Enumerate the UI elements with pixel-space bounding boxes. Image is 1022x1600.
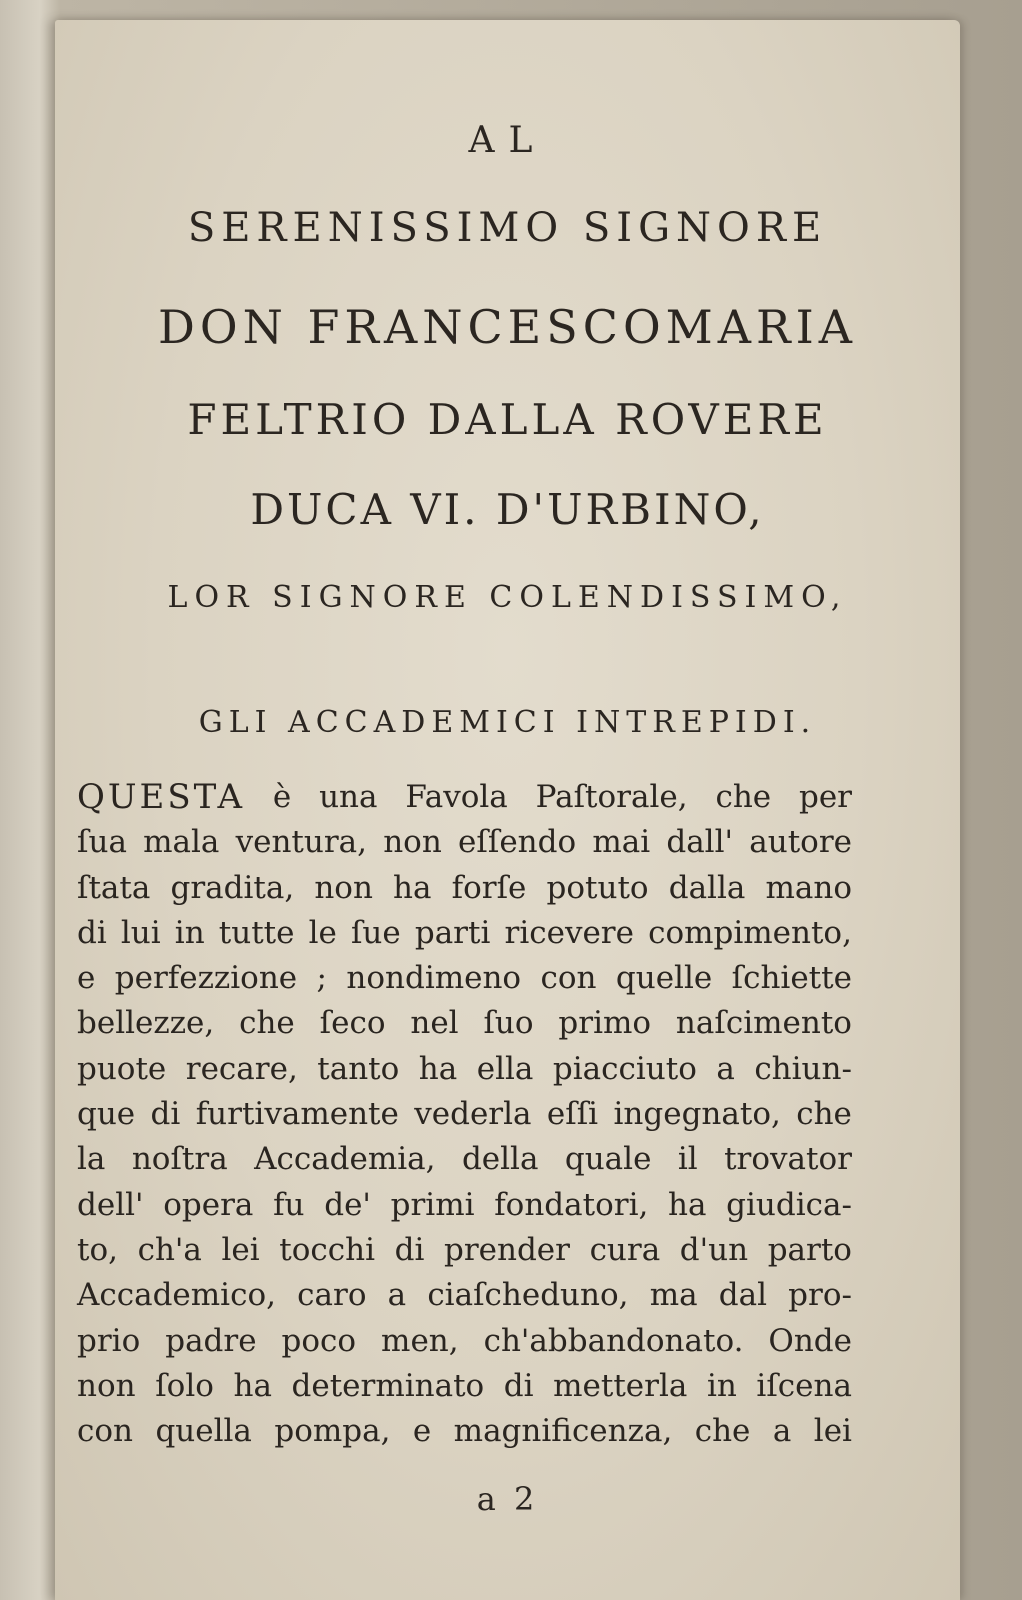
body-word: che — [796, 1096, 852, 1133]
body-word: ha — [668, 1186, 707, 1223]
body-word: iſcena — [756, 1367, 852, 1404]
body-word: in — [706, 1367, 737, 1404]
body-word: che — [694, 1413, 751, 1450]
heading-lor-signore: LOR SIGNORE COLENDISSIMO, — [167, 580, 848, 615]
body-word: quelle — [615, 960, 713, 997]
body-line — [77, 1092, 852, 1137]
body-word: ſuo — [483, 1005, 534, 1042]
body-word: tanto — [317, 1050, 400, 1087]
body-word: in — [174, 914, 205, 951]
body-word: magnificenza, — [453, 1413, 673, 1450]
body-line — [77, 1183, 852, 1228]
body-word: ella — [476, 1050, 534, 1087]
body-word: la — [77, 1141, 106, 1178]
body-word: tutte — [218, 914, 295, 951]
body-word: Accademico, — [77, 1277, 276, 1314]
body-word: ſtata — [77, 869, 151, 906]
body-word: lei — [221, 1231, 260, 1268]
body-word: ma — [649, 1277, 698, 1314]
body-word: parti — [414, 914, 491, 951]
body-line — [77, 866, 852, 911]
body-word: dell' — [77, 1186, 144, 1223]
heading-duca: DUCA VI. D'URBINO, — [250, 485, 765, 534]
body-word: ciaſcheduno, — [427, 1277, 629, 1314]
body-word: dall' — [666, 824, 734, 861]
heading-serenissimo: SERENISSIMO SIGNORE — [187, 205, 828, 251]
body-word: ventura, — [235, 824, 368, 861]
body-line — [77, 1047, 852, 1092]
body-word: lui — [120, 914, 161, 951]
body-word: naſcimento — [675, 1005, 852, 1042]
body-word: eſſendo — [458, 824, 577, 861]
body-line — [77, 1319, 852, 1364]
body-word: prender — [443, 1231, 570, 1268]
body-word: giudica- — [726, 1186, 852, 1223]
body-word: e — [77, 960, 96, 997]
body-line — [77, 911, 852, 956]
body-word: QUESTA — [77, 777, 246, 817]
body-word: ch'abbandonato. — [483, 1322, 744, 1359]
body-word: che — [715, 779, 772, 815]
book-page — [55, 20, 960, 1600]
heading-don-francescomaria: DON FRANCESCOMARIA — [157, 300, 858, 354]
body-word: le — [308, 914, 337, 951]
body-word: compimento, — [648, 914, 852, 951]
body-word: pro- — [788, 1277, 852, 1314]
body-word: determinato — [291, 1367, 485, 1404]
body-word: nel — [410, 1005, 459, 1042]
body-word: di — [150, 1096, 181, 1133]
body-word: mala — [143, 824, 220, 861]
body-word: quale — [564, 1141, 652, 1178]
body-word: a — [772, 1413, 792, 1450]
body-word: poco — [281, 1322, 357, 1359]
body-word: di — [503, 1367, 534, 1404]
body-word: ; — [316, 960, 327, 997]
body-word: puote — [77, 1050, 167, 1087]
body-word: mai — [592, 824, 651, 861]
body-word: a — [716, 1050, 735, 1087]
body-word: primo — [558, 1005, 652, 1042]
body-word: tocchi — [279, 1231, 376, 1268]
body-word: cura — [589, 1231, 661, 1268]
body-word: forſe — [451, 869, 527, 906]
body-line — [77, 1409, 852, 1454]
body-word: Onde — [768, 1322, 852, 1359]
signature-mark: a 2 — [476, 1480, 539, 1518]
body-word: primi — [390, 1186, 475, 1223]
body-word: ſue — [350, 914, 401, 951]
body-word: di — [77, 914, 107, 951]
body-word: a — [387, 1277, 407, 1314]
body-word: ſchiette — [731, 960, 852, 997]
body-word: perfezzione — [114, 960, 298, 997]
body-line — [77, 1001, 852, 1046]
body-line — [77, 775, 852, 820]
heading-al: AL — [468, 120, 547, 161]
body-line — [77, 820, 852, 865]
body-line — [77, 1228, 852, 1273]
body-word: dalla — [668, 869, 746, 906]
body-word: ſua — [77, 824, 127, 861]
body-word: di — [394, 1231, 425, 1268]
body-word: autore — [749, 824, 852, 861]
body-word: mano — [765, 869, 852, 906]
body-word: noſtra — [131, 1141, 228, 1178]
body-word: con — [77, 1413, 133, 1450]
body-word: bellezze, — [77, 1005, 215, 1042]
body-word: d'un — [679, 1231, 749, 1268]
body-word: fu — [273, 1186, 305, 1223]
body-word: dal — [718, 1277, 767, 1314]
body-word: de' — [324, 1186, 371, 1223]
body-word: quella — [155, 1413, 252, 1450]
body-word: non — [77, 1367, 136, 1404]
body-word: to, — [77, 1231, 118, 1268]
body-word: Accademia, — [254, 1141, 436, 1178]
body-word: prio — [77, 1322, 141, 1359]
body-word: vederla — [414, 1096, 532, 1133]
body-word: ricevere — [504, 914, 634, 951]
body-word: ſeco — [319, 1005, 386, 1042]
body-word: non — [383, 824, 442, 861]
body-word: che — [239, 1005, 295, 1042]
body-word: e — [412, 1413, 432, 1450]
body-word: è — [272, 779, 292, 815]
body-word: ch'a — [137, 1231, 202, 1268]
heading-accademici: GLI ACCADEMICI INTREPIDI. — [198, 705, 817, 740]
body-word: ha — [418, 1050, 458, 1087]
body-word: opera — [163, 1186, 254, 1223]
body-paragraph — [77, 775, 852, 1454]
body-word: parto — [767, 1231, 852, 1268]
body-word: recare, — [185, 1050, 298, 1087]
body-word: piacciuto — [552, 1050, 697, 1087]
body-word: Paſtorale, — [535, 779, 688, 815]
body-line — [77, 1273, 852, 1318]
body-word: il — [677, 1141, 698, 1178]
body-word: non — [314, 869, 373, 906]
body-word: men, — [381, 1322, 459, 1359]
body-word: gradita, — [170, 869, 295, 906]
body-word: ingegnato, — [613, 1096, 781, 1133]
body-word: lei — [813, 1413, 852, 1450]
body-word: que — [77, 1096, 136, 1133]
body-line — [77, 1137, 852, 1182]
body-word: potuto — [546, 869, 649, 906]
body-word: nondimeno — [346, 960, 522, 997]
body-word: eſſi — [546, 1096, 599, 1133]
body-word: per — [798, 779, 852, 815]
body-word: trovator — [724, 1141, 852, 1178]
body-word: pompa, — [274, 1413, 391, 1450]
body-word: metterla — [553, 1367, 688, 1404]
heading-feltrio: FELTRIO DALLA ROVERE — [187, 395, 828, 444]
body-word: ha — [393, 869, 432, 906]
body-word: con — [540, 960, 597, 997]
body-word: padre — [165, 1322, 257, 1359]
body-word: chiun- — [754, 1050, 852, 1087]
body-word: ſolo — [155, 1367, 214, 1404]
body-line — [77, 1364, 852, 1409]
body-word: della — [461, 1141, 539, 1178]
body-word: furtivamente — [195, 1096, 399, 1133]
body-word: una — [319, 779, 378, 815]
body-word: fondatori, — [494, 1186, 649, 1223]
body-word: ha — [233, 1367, 272, 1404]
body-word: caro — [297, 1277, 367, 1314]
body-word: Favola — [405, 779, 508, 815]
body-line — [77, 956, 852, 1001]
